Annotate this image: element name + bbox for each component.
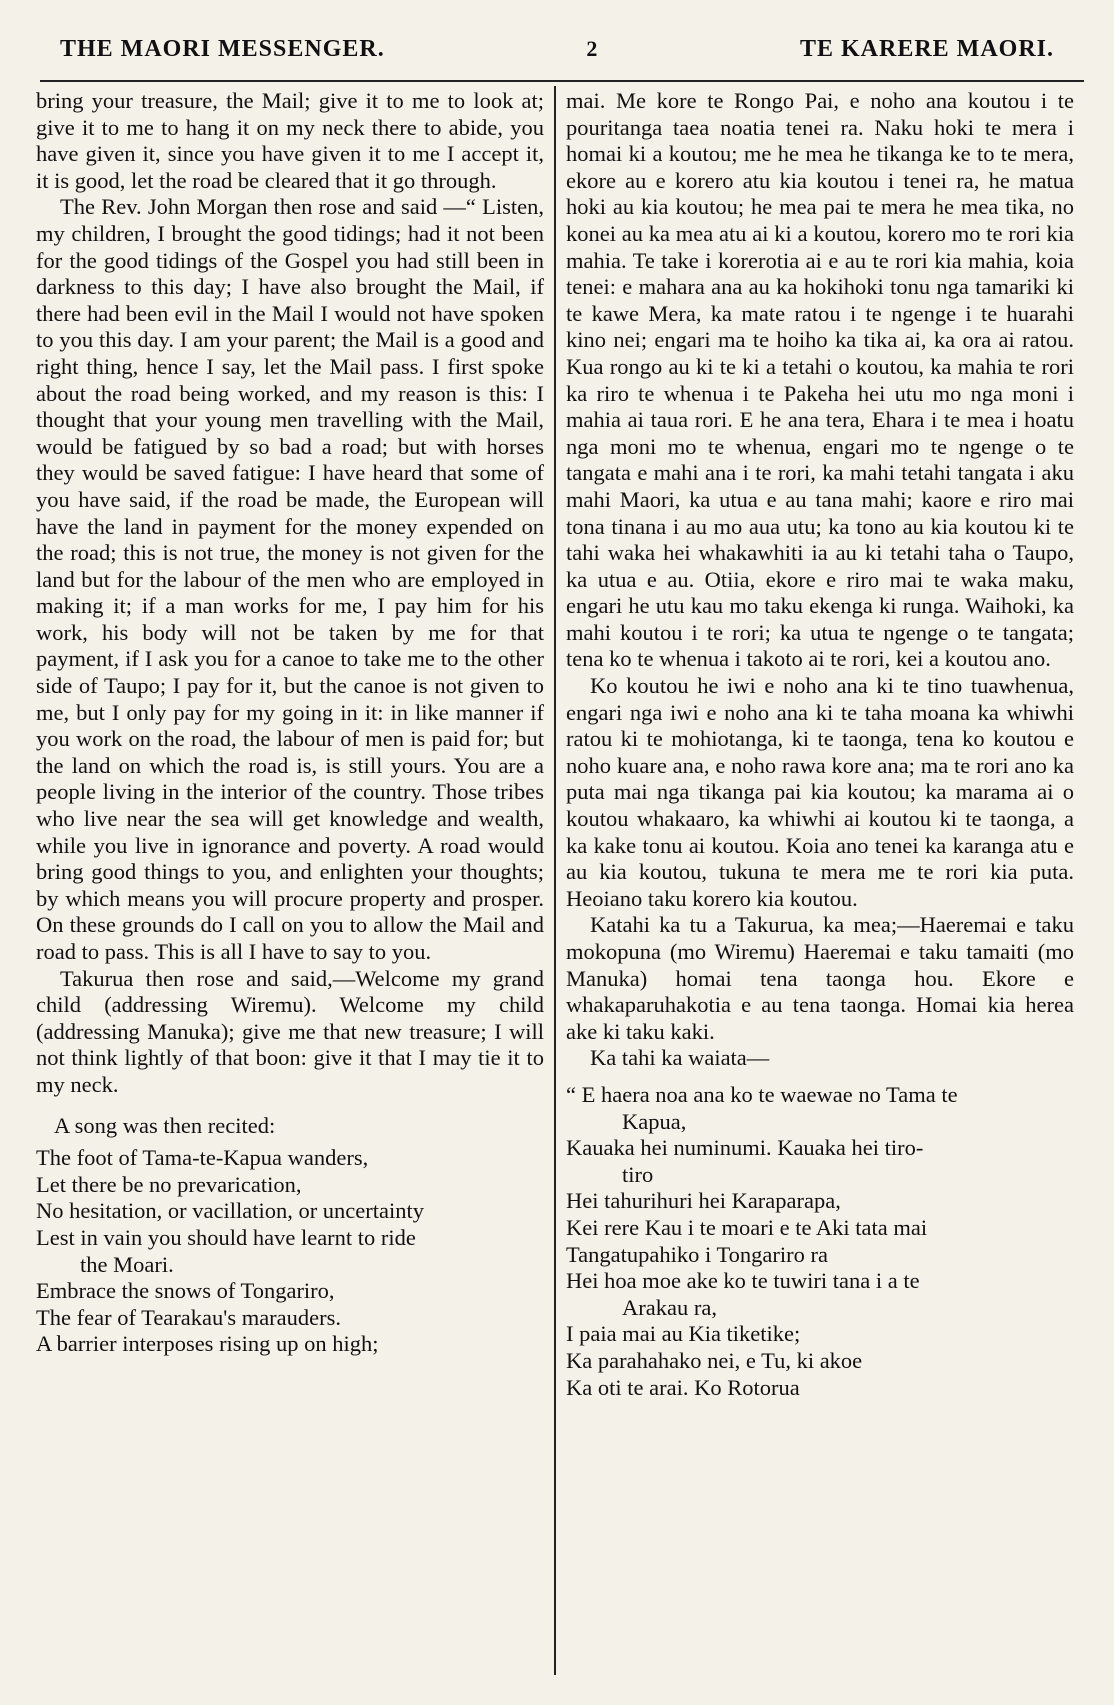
song-line: The foot of Tama-te-Kapua wanders, [36, 1145, 369, 1171]
maori-title: TE KARERE MAORI. [799, 35, 1054, 62]
song-line: Lest in vain you should have learnt to ride [36, 1224, 416, 1250]
english-paragraph-1: bring your treasure, the Mail; give it to me to look at; give it to me to hang it on my neck there to abide, you have given it, since you have given it to me I accept it, it is good, let the road be cleared that it go through. [36, 88, 544, 193]
page-number: 2 [586, 36, 599, 61]
song-line: A barrier interposes rising up on high; [36, 1331, 379, 1357]
header-rule [40, 80, 1084, 82]
song-line: Hei tahurihuri hei Karaparapa, [566, 1188, 841, 1214]
song-line: “ E haera noa ana ko te waewae no Tama te [566, 1081, 958, 1107]
maori-paragraph-3: Katahi ka tu a Takurua, ka mea;—Haeremai e taku mokopuna (mo Wiremu) Haeremai e taku tamaiti (mo Manuka) homai tena taonga hou. Ekore e whakaparuhakotia e au tena taonga. Homai kia herea ake ki taku kaki. [566, 912, 1074, 1044]
song-line: Embrace the snows of Tongariro, [36, 1278, 335, 1304]
song-line: Kei rere Kau i te moari e te Aki tata mai [566, 1214, 928, 1240]
song-line: Kapua, [622, 1108, 687, 1134]
column-divider [554, 86, 556, 1675]
maori-paragraph-2: Ko koutou he iwi e noho ana ki te tino tuawhenua, engari nga iwi e noho ana ki te taha moana ka whiwhi ratou ki te mohiotanga, ki te taonga, tena ko koutou e noho kuare ana, e noho rawa kore ana; ma te rori ano ka puta mai nga tikanga pai kia koutou; ka marama ai o koutou whakaaro, ka whiwhi ai koutou ki te taonga, a ka kake tonu ai koutou. Koia ano tenei ka karanga atu e au kia koutou, tukuna te mera me te rori kia puta. Heoiano taku korero kia koutou. [566, 673, 1074, 911]
song-line: Ka parahahako nei, e Tu, ki akoe [566, 1347, 863, 1373]
english-song [36, 1145, 544, 1358]
song-line: Ka oti te arai. Ko Rotorua [566, 1374, 800, 1400]
english-column [36, 88, 544, 1358]
song-line: Kauaka hei numinumi. Kauaka hei tiro- [566, 1135, 924, 1161]
maori-song [566, 1082, 1074, 1401]
maori-paragraph-1: mai. Me kore te Rongo Pai, e noho ana koutou i te pouritanga taea noatia tenei ra. Naku hoki te mera i homai ki a koutou; me he mea he tikanga ke to te mera, ekore au e korero atu kia koutou i tenei ra, he matua hoki au kia koutou; he mea pai te mera he mea tika, no konei au ka mea atu ai ki a koutou, korero mo te rori kia mahia. Te take i korerotia ai e au te rori kia mahia, koia tenei: e mahara ana au ka hokihoki tonu nga tamariki ki te kawe Mera, ka mate ratou i te ngenge i te huarahi kino nei; engari ma te hoiho ka tika ai, ka ora ai ratou. Kua rongo au ki te ki a tetahi o koutou, ka mahia te rori ka riro te whenua i te Pakeha hei utu mo nga moni i mahia ai taua rori. E he ana tera, Ehara i te mea i hoatu nga moni mo te whenua, engari mo te ngenge o te tangata e mahi ana i te rori, ka mahi tetahi tangata i aku mahi Maori, ka utua e au tana mahi; kaore e riro mai tona tinana i au mo aua utu; ka tono au kia koutou ki te tahi waka hei whakawhiti ia au ki tetahi taha o Taupo, ka utua e au. Otiia, ekore e riro mai te waka maku, engari he utu kau mo taku ekenga ki runga. Waihoki, ka mahi koutou i te rori; ka utua te ngenge o te tangata; tena ko te whenua i takoto ai te rori, kei a koutou ano. [566, 88, 1074, 672]
song-line: tiro [622, 1161, 654, 1187]
song-line: Tangatupahiko i Tongariro ra [566, 1241, 828, 1267]
masthead [60, 28, 1054, 70]
english-title: THE MAORI MESSENGER. [60, 35, 385, 62]
english-paragraph-3: Takurua then rose and said,—Welcome my grand child (addressing Wiremu). Welcome my child (addressing Manuka); give me that new treasure; I will not think lightly of that boon: give it that I may tie it to my neck. [36, 965, 544, 1097]
song-line: Hei hoa moe ake ko te tuwiri tana i a te [566, 1268, 920, 1294]
song-line: the Moari. [80, 1251, 174, 1277]
song-line: Let there be no prevarication, [36, 1171, 302, 1197]
song-line: I paia mai au Kia tiketike; [566, 1321, 801, 1347]
english-paragraph-2: The Rev. John Morgan then rose and said —“ Listen, my children, I brought the good tidings; had it not been for the good tidings of the Gospel you had still been in darkness to this day; I have also brought the Mail, if there had been evil in the Mail I would not have spoken to you this day. I am your parent; the Mail is a good and right thing, hence I say, let the Mail pass. I first spoke about the road being worked, and my reason is this: I thought that your young men travelling with the Mail, would be fatigued by so bad a road; but with horses they would be saved fatigue: I have heard that some of you have said, if the road be made, the European will have the land in payment for the money expended on the road; this is not true, the money is not given for the land but for the labour of the men who are employed in making it; if a man works for me, I pay him for his work, his body will not be taken by me for that payment, if I ask you for a canoe to take me to the other side of Taupo; I pay for it, but the canoe is not given to me, but I only pay for my going in it: in like manner if you work on the road, the labour of men is paid for; but the land on which the road is, is still yours. You are a people living in the interior of the country. Those tribes who live near the sea will get knowledge and wealth, while you live in ignorance and poverty. A road would bring good things to you, and enlighten your thoughts; by which means you will procure property and prosper. On these grounds do I call on you to allow the Mail and road to pass. This is all I have to say to you. [36, 194, 544, 964]
maori-column [566, 88, 1074, 1401]
song-line: The fear of Tearakau's marauders. [36, 1304, 342, 1330]
maori-song-intro: Ka tahi ka waiata— [590, 1045, 770, 1071]
english-song-intro: A song was then recited: [54, 1112, 276, 1138]
song-line: Arakau ra, [622, 1294, 717, 1320]
song-line: No hesitation, or vacillation, or uncertainty [36, 1198, 425, 1224]
